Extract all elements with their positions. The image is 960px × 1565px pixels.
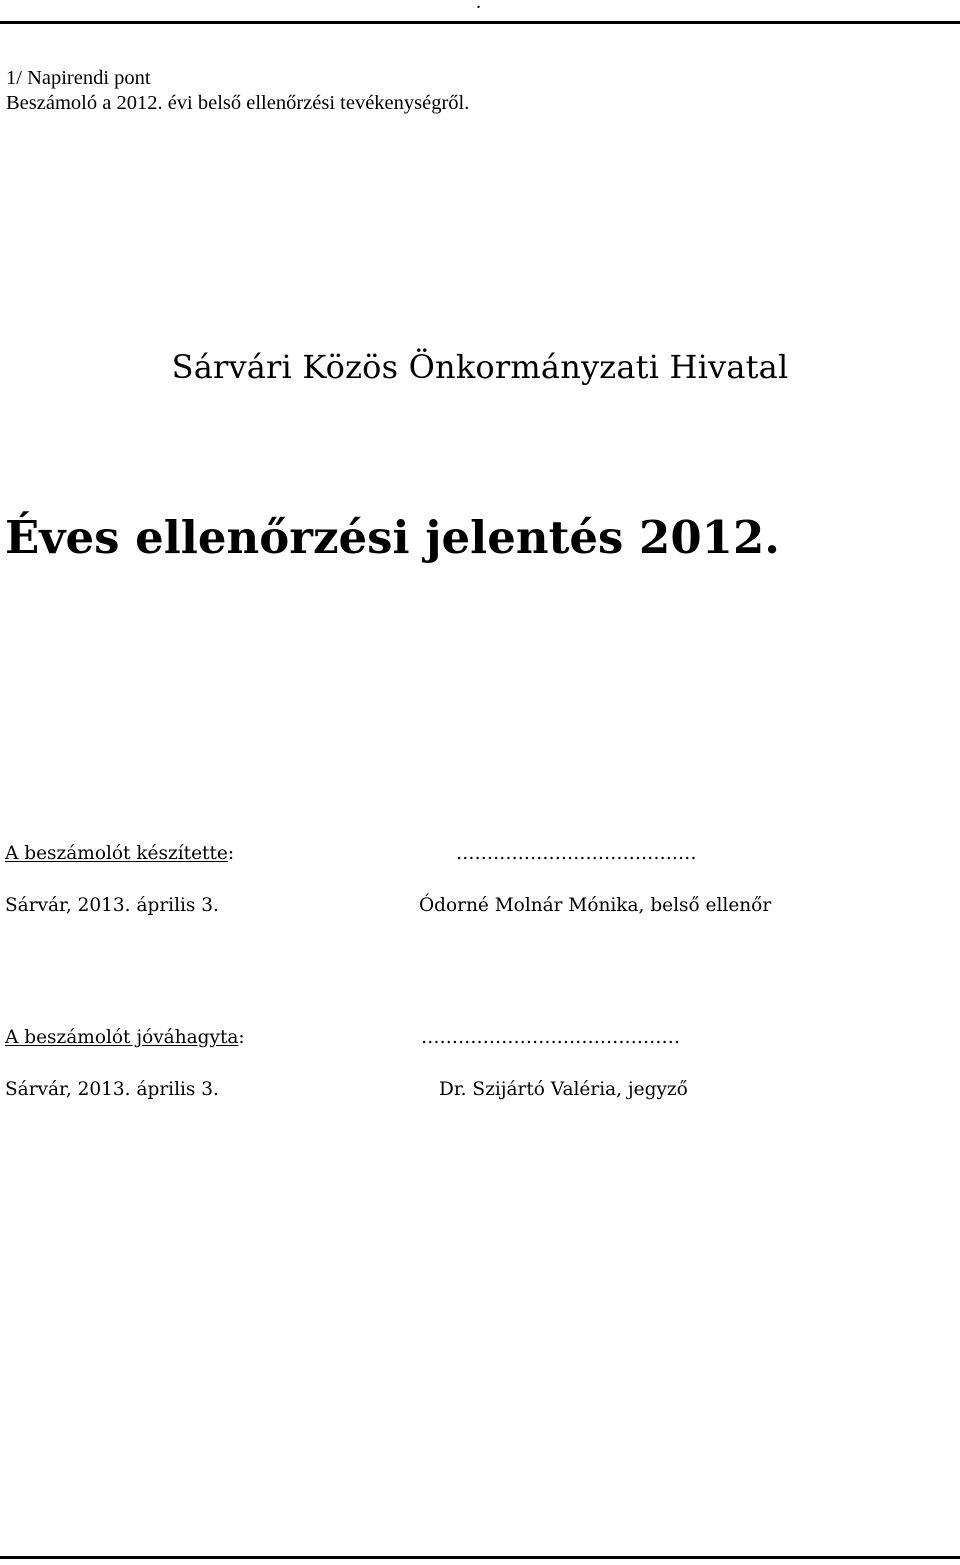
prepared-label-colon: : [227,843,235,864]
bottom-rule [0,1556,960,1559]
top-rule [0,21,960,24]
approved-label [5,1026,245,1050]
prepared-label-text: A beszámolót készítette [5,843,228,864]
approved-place-date: Sárvár, 2013. április 3. [5,1079,219,1100]
agenda-item-subject: Beszámoló a 2012. évi belső ellenőrzési tevékenységről. [6,92,470,114]
approved-name: Dr. Szijártó Valéria, jegyző [439,1079,688,1100]
agenda-item-number: 1/ Napirendi pont [6,67,151,89]
prepared-signature-line: ………………………………… [456,843,697,864]
approved-label-text: A beszámolót jóváhagyta [5,1027,239,1048]
agenda-block [6,66,469,116]
prepared-name: Ódorné Molnár Mónika, belső ellenőr [419,895,772,916]
approved-label-colon: : [238,1027,245,1048]
prepared-place-date: Sárvár, 2013. április 3. [5,895,219,916]
prepared-label [5,842,234,866]
approved-signature-line: …………………………………… [421,1027,680,1048]
report-title: Éves ellenőrzési jelentés 2012. [5,511,780,564]
office-name: Sárvári Közös Önkormányzati Hivatal [171,348,789,386]
header-dot: . [476,0,481,13]
